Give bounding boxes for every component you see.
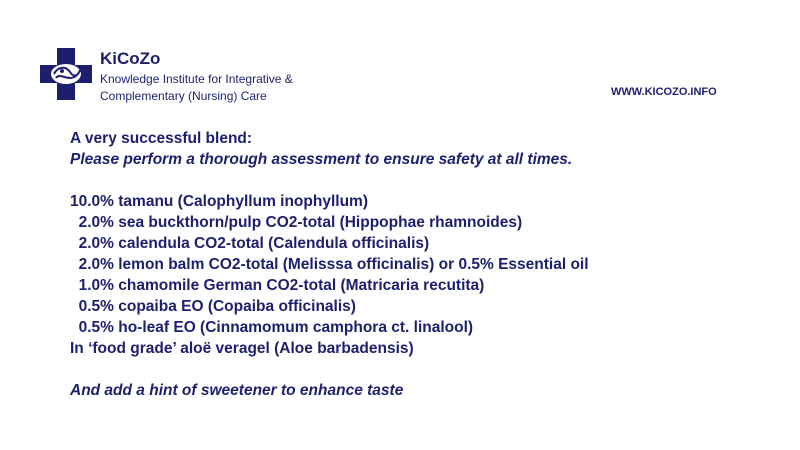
base-ingredient: In ‘food grade’ aloë veragel (Aloe barbadensis): [70, 340, 414, 357]
slide-heading: A very successful blend:: [70, 130, 253, 147]
ingredient-item: 1.0% chamomile German CO2-total (Matricaria recutita): [70, 277, 485, 294]
closing-note: And add a hint of sweetener to enhance taste: [70, 382, 404, 399]
brand-subtitle-line1: Knowledge Institute for Integrative &: [100, 72, 293, 86]
ingredient-item: 2.0% calendula CO2-total (Calendula officinalis): [70, 235, 430, 252]
slide-content: [70, 128, 790, 401]
ingredient-item: 0.5% copaiba EO (Copaiba officinalis): [70, 298, 356, 315]
safety-warning: Please perform a thorough assessment to ensure safety at all times.: [70, 151, 573, 168]
ingredient-item: 10.0% tamanu (Calophyllum inophyllum): [70, 193, 368, 210]
website-link[interactable]: WWW.KICOZO.INFO: [611, 86, 717, 98]
brand-name: KiCoZo: [100, 49, 161, 68]
ingredient-item: 2.0% sea buckthorn/pulp CO2-total (Hippophae rhamnoides): [70, 214, 523, 231]
brand-subtitle-line2: Complementary (Nursing) Care: [100, 89, 267, 103]
ingredient-item: 2.0% lemon balm CO2-total (Melisssa officinalis) or 0.5% Essential oil: [70, 256, 589, 273]
cross-logo-icon: [40, 48, 92, 100]
ingredient-item: 0.5% ho-leaf EO (Cinnamomum camphora ct. linalool): [70, 319, 474, 336]
logo: [40, 48, 92, 100]
